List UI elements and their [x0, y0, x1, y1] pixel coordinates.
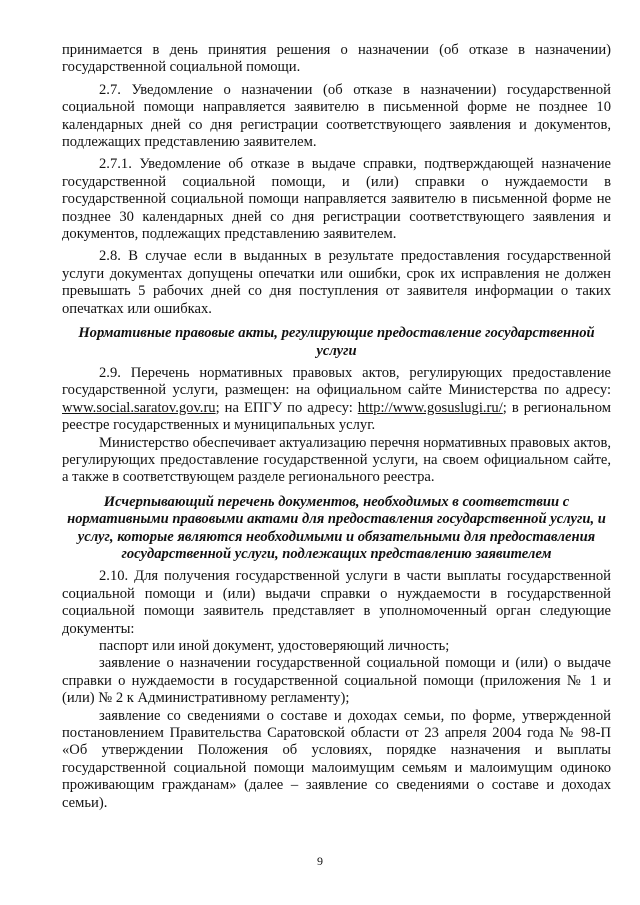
page-number: 9 — [317, 854, 323, 868]
list-item-passport: паспорт или иной документ, удостоверяющий личность; — [99, 638, 450, 654]
paragraph-2-9-text: ; на ЕПГУ по адресу: — [215, 399, 358, 416]
list-item-application: заявление о назначении государственной социальной помощи и (или) о выдаче справки о нуждаемости в государственной социальной помощи (приложения № 1 и (или) № 2 к Административному регламенту); — [62, 655, 611, 707]
document-page — [62, 42, 611, 812]
paragraph-2-9-text: 2.9. Перечень нормативных правовых актов, регулирующих предоставление государственной услуги, размещен: на официальном сайте Министерства по адресу: — [62, 364, 611, 399]
paragraph-2-9-text: ; в региональном реестре государственных и муниципальных услуг. — [62, 399, 611, 434]
paragraph-continuation: принимается в день принятия решения о назначении (об отказе в назначении) государственной социальной помощи. — [62, 42, 611, 76]
paragraph-2-7: 2.7. Уведомление о назначении (об отказе в назначении) государственной социальной помощи направляется заявителю в письменной форме не позднее 10 календарных дней со дня регистрации соответствующего заявления и документов, подлежащих представлению заявителем. — [62, 81, 611, 151]
list-item-income-statement: заявление со сведениями о составе и доходах семьи, по форме, утвержденной постановлением Правительства Саратовской области от 23 апреля 2004 года № 98-П «Об утверждении Положения об условиях, порядке назначения и выплаты государственной социальной помощи малоимущим семьям и малоимущим одиноко проживающим гражданам» (далее – заявление со сведениями о составе и доходах семьи). — [62, 707, 611, 811]
paragraph-2-10: 2.10. Для получения государственной услуги в части выплаты государственной социальной помощи и (или) выдачи справки о нуждаемости в государственной социальной помощи заявитель представляет в уполномоченный орган следующие документы: — [62, 568, 611, 637]
paragraph-2-8: 2.8. В случае если в выданных в результате предоставления государственной услуги документах допущены опечатки или ошибки, срок их исправления не должен превышать 5 рабочих дней со дня поступления от заявителя информации о таких опечатках или ошибках. — [62, 248, 611, 317]
gosuslugi-link[interactable]: http://www.gosuslugi.ru/ — [357, 399, 503, 416]
paragraph-2-9 — [62, 365, 611, 435]
section-heading-documents-list: Исчерпывающий перечень документов, необходимых в соответствии с нормативными правовыми актами для предоставления государственной услуги, и услуг, которые являются необходимыми и обязательными для предоставления государственной услуги, подлежащих представлению заявителем — [67, 493, 606, 562]
paragraph-ministry: Министерство обеспечивает актуализацию перечня нормативных правовых актов, регулирующих предоставление государственной услуги, на своем официальном сайте, а также в соответствующем разделе регионального реестра. — [62, 434, 611, 486]
ministry-site-link[interactable]: www.social.saratov.gov.ru — [62, 399, 216, 416]
paragraph-2-7-1: 2.7.1. Уведомление об отказе в выдаче справки, подтверждающей назначение государственной социальной помощи, и (или) справки о нуждаемости в государственной социальной помощи направляется заявителю в письменной форме не позднее 30 календарных дней со дня регистрации соответствующего заявления и документов, подлежащих представлению заявителем. — [62, 156, 611, 243]
section-heading-normative-acts: Нормативные правовые акты, регулирующие предоставление государственной услуги — [78, 325, 595, 359]
